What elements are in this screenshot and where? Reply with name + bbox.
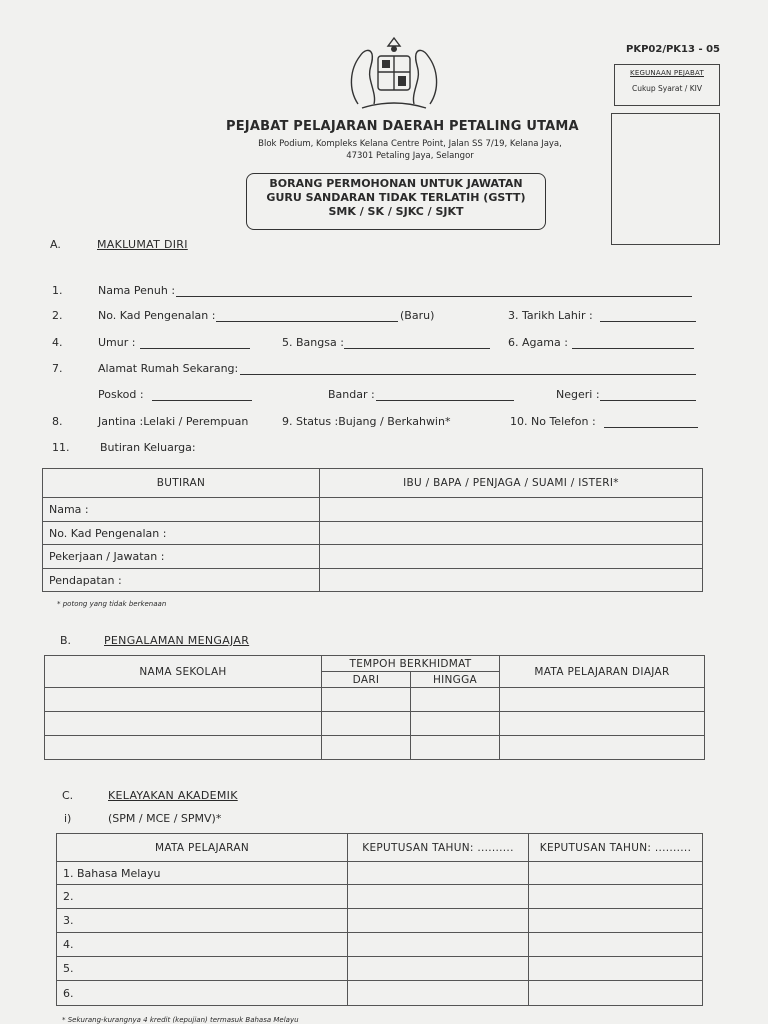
field-11-number: 11. xyxy=(52,441,70,454)
result-cell[interactable] xyxy=(348,909,529,933)
result-cell[interactable] xyxy=(529,909,703,933)
section-c-letter: C. xyxy=(62,789,74,802)
phone-label: 10. No Telefon : xyxy=(510,415,596,428)
section-b-letter: B. xyxy=(60,634,72,647)
table-cell[interactable] xyxy=(500,712,705,736)
gender-field[interactable]: Jantina :Lelaki / Perempuan xyxy=(98,415,249,428)
subject-cell: 6. xyxy=(57,981,348,1006)
table-cell[interactable] xyxy=(411,736,500,760)
result-cell[interactable] xyxy=(348,957,529,981)
field-7-number: 7. xyxy=(52,362,63,375)
title-line: GURU SANDARAN TIDAK TERLATIH (GSTT) xyxy=(266,191,526,204)
form-code: PKP02/PK13 - 05 xyxy=(626,44,720,55)
section-c-title: KELAYAKAN AKADEMIK xyxy=(108,789,238,802)
state-field[interactable] xyxy=(600,400,696,401)
result-cell[interactable] xyxy=(529,981,703,1006)
office-use-title: KEGUNAAN PEJABAT xyxy=(630,69,704,77)
table-cell[interactable] xyxy=(500,736,705,760)
result-cell[interactable] xyxy=(529,885,703,909)
field-2-number: 2. xyxy=(52,309,63,322)
title-line: BORANG PERMOHONAN UNTUK JAWATAN xyxy=(269,177,523,190)
subject-cell: 5. xyxy=(57,957,348,981)
table-cell[interactable] xyxy=(322,736,411,760)
family-table-header: IBU / BAPA / PENJAGA / SUAMI / ISTERI* xyxy=(320,469,703,498)
birth-date-field[interactable] xyxy=(600,321,696,322)
postcode-label: Poskod : xyxy=(98,388,144,401)
form-title xyxy=(246,173,546,230)
result-year-header: KEPUTUSAN TAHUN: .......... xyxy=(348,834,529,862)
ic-number-label: No. Kad Pengenalan : xyxy=(98,309,216,322)
result-cell[interactable] xyxy=(348,933,529,957)
family-row-label: Pendapatan : xyxy=(43,569,320,592)
section-a-letter: A. xyxy=(50,238,61,251)
service-period-header: TEMPOH BERKHIDMAT xyxy=(322,656,500,672)
city-field[interactable] xyxy=(376,400,514,401)
age-field[interactable] xyxy=(140,348,250,349)
city-label: Bandar : xyxy=(328,388,375,401)
result-cell[interactable] xyxy=(529,862,703,885)
family-row-value[interactable] xyxy=(320,522,703,545)
birth-date-label: 3. Tarikh Lahir : xyxy=(508,309,593,322)
office-use-box xyxy=(614,64,720,106)
ic-number-field[interactable] xyxy=(216,321,398,322)
section-b-title: PENGALAMAN MENGAJAR xyxy=(104,634,250,647)
table-cell[interactable] xyxy=(322,712,411,736)
family-row-label: No. Kad Pengenalan : xyxy=(43,522,320,545)
table-cell[interactable] xyxy=(45,736,322,760)
address-field[interactable] xyxy=(240,374,696,375)
result-cell[interactable] xyxy=(348,885,529,909)
office-address xyxy=(230,138,590,162)
full-name-label: Nama Penuh : xyxy=(98,284,176,297)
race-field[interactable] xyxy=(344,348,490,349)
from-header: DARI xyxy=(322,672,411,688)
address-label: Alamat Rumah Sekarang: xyxy=(98,362,239,375)
family-row-value[interactable] xyxy=(320,569,703,592)
academic-results-table xyxy=(56,833,703,1006)
age-label: Umur : xyxy=(98,336,136,349)
field-1-number: 1. xyxy=(52,284,63,297)
subsection-number: i) xyxy=(64,812,72,825)
table-cell[interactable] xyxy=(45,712,322,736)
result-cell[interactable] xyxy=(348,981,529,1006)
subject-cell: 3. xyxy=(57,909,348,933)
school-name-header: NAMA SEKOLAH xyxy=(45,656,322,688)
religion-label: 6. Agama : xyxy=(508,336,568,349)
family-row-value[interactable] xyxy=(320,498,703,522)
subject-cell: 4. xyxy=(57,933,348,957)
religion-field[interactable] xyxy=(572,348,694,349)
family-row-value[interactable] xyxy=(320,545,703,569)
result-year-header: KEPUTUSAN TAHUN: .......... xyxy=(529,834,703,862)
table-cell[interactable] xyxy=(411,712,500,736)
office-name: PEJABAT PELAJARAN DAERAH PETALING UTAMA xyxy=(226,119,579,134)
family-table xyxy=(42,468,703,592)
subject-cell: 1. Bahasa Melayu xyxy=(57,862,348,885)
subject-header: MATA PELAJARAN xyxy=(57,834,348,862)
subjects-taught-header: MATA PELAJARAN DIAJAR xyxy=(500,656,705,688)
title-line: SMK / SK / SJKC / SJKT xyxy=(328,205,464,218)
family-details-label: Butiran Keluarga: xyxy=(100,441,196,454)
table-cell[interactable] xyxy=(45,688,322,712)
subject-cell: 2. xyxy=(57,885,348,909)
race-label: 5. Bangsa : xyxy=(282,336,344,349)
photo-box xyxy=(611,113,720,245)
full-name-field[interactable] xyxy=(176,296,692,297)
credits-note: * Sekurang-kurangnya 4 kredit (kepujian) termasuk Bahasa Melayu xyxy=(62,1016,299,1024)
coat-of-arms-icon xyxy=(340,34,448,114)
marital-status-field[interactable]: 9. Status :Bujang / Berkahwin* xyxy=(282,415,451,428)
result-cell[interactable] xyxy=(529,933,703,957)
result-cell[interactable] xyxy=(529,957,703,981)
office-use-text: Cukup Syarat / KIV xyxy=(632,84,702,93)
family-table-header: BUTIRAN xyxy=(43,469,320,498)
result-cell[interactable] xyxy=(348,862,529,885)
field-8-number: 8. xyxy=(52,415,63,428)
family-row-label: Pekerjaan / Jawatan : xyxy=(43,545,320,569)
state-label: Negeri : xyxy=(556,388,600,401)
table-cell[interactable] xyxy=(500,688,705,712)
teaching-experience-table xyxy=(44,655,705,760)
strikeout-note: * potong yang tidak berkenaan xyxy=(57,600,167,608)
subsection-title: (SPM / MCE / SPMV)* xyxy=(108,812,222,825)
to-header: HINGGA xyxy=(411,672,500,688)
table-cell[interactable] xyxy=(411,688,500,712)
ic-number-suffix: (Baru) xyxy=(400,309,435,322)
table-cell[interactable] xyxy=(322,688,411,712)
address-line: Blok Podium, Kompleks Kelana Centre Point, Jalan SS 7/19, Kelana Jaya, xyxy=(258,139,562,149)
phone-field[interactable] xyxy=(604,427,698,428)
section-a-title: MAKLUMAT DIRI xyxy=(97,238,188,251)
postcode-field[interactable] xyxy=(152,400,252,401)
address-line: 47301 Petaling Jaya, Selangor xyxy=(346,151,474,161)
field-4-number: 4. xyxy=(52,336,63,349)
family-row-label: Nama : xyxy=(43,498,320,522)
